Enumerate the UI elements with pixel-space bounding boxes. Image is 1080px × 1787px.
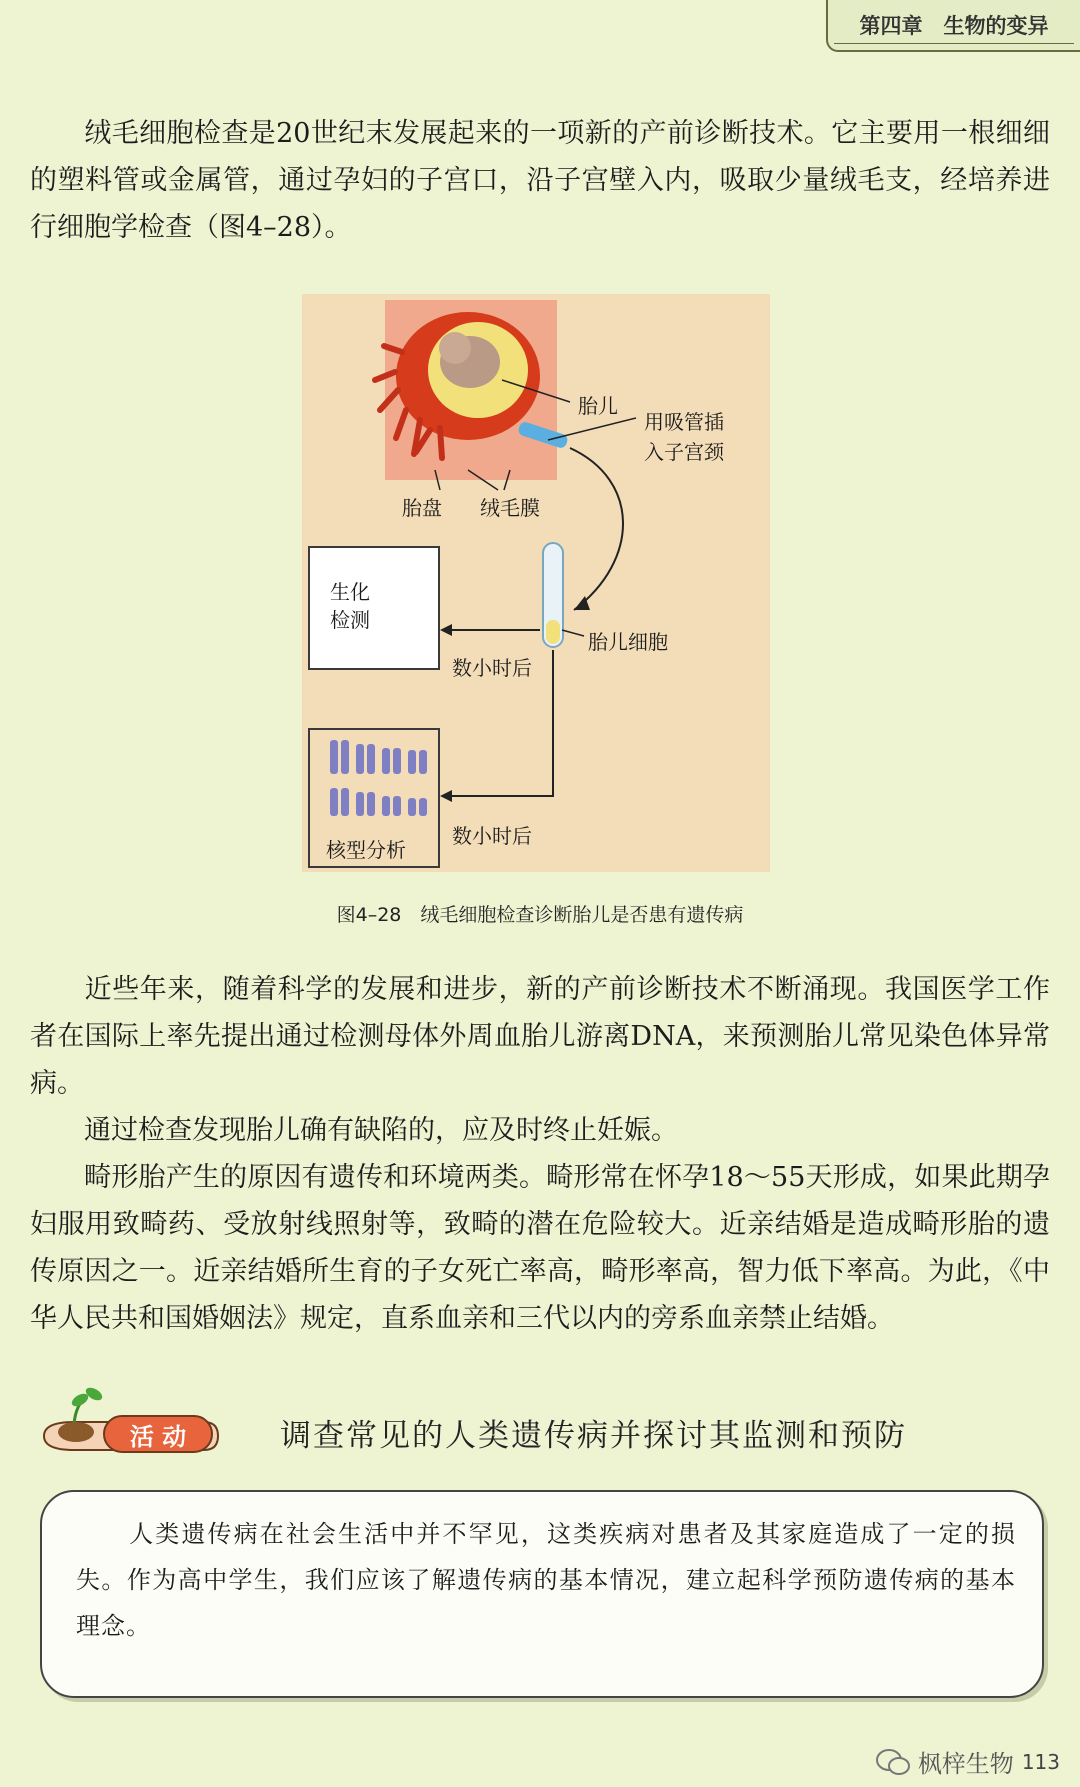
chapter-title: 第四章 生物的变异 [859,14,1049,38]
label-tube-2: 入子宫颈 [644,440,724,464]
label-biochem-2: 检测 [330,608,370,632]
label-placenta: 胎盘 [402,496,442,520]
label-tube-1: 用吸管插 [644,410,724,434]
figure-caption: 图4–28 绒毛细胞检查诊断胎儿是否患有遗传病 [336,904,744,926]
page-number: 113 [1021,1749,1060,1774]
activity-text: 人类遗传病在社会生活中并不罕见，这类疾病对患者及其家庭造成了一定的损失。作为高中学生，我们应该了解遗传病的基本情况，建立起科学预防遗传病的基本理念。 [76,1520,1016,1640]
fetal-cells-leader [562,630,584,636]
arrow-biochem-head [440,624,452,636]
label-hours-1: 数小时后 [452,656,532,680]
paragraph-1-text: 绒毛细胞检查是20世纪末发展起来的一项新的产前诊断技术。它主要用一根细细的塑料管或金属管，通过孕妇的子宫口，沿子宫壁入内，吸取少量绒毛支，经培养进行细胞学检查（图4–28）。 [30,118,1050,243]
label-chorion: 绒毛膜 [480,496,540,520]
tube-leader [548,418,636,440]
paragraph-3 [30,1107,1050,1154]
label-fetus: 胎儿 [578,394,618,418]
paragraph-2-text: 近些年来，随着科学的发展和进步，新的产前诊断技术不断涌现。我国医学工作者在国际上率先提出通过检测母体外周血胎儿游离DNA，来预测胎儿常见染色体异常病。 [30,974,1050,1099]
sampling-arrow [570,448,623,610]
paragraph-2 [30,966,1050,1107]
label-karyotype: 核型分析 [326,838,406,862]
biochem-box [308,546,440,670]
paragraph-4 [30,1154,1050,1342]
center-tube-sample [546,620,560,644]
paragraph-4-text: 畸形胎产生的原因有遗传和环境两类。畸形常在怀孕18～55天形成，如果此期孕妇服用致畸药、受放射线照射等，致畸的潜在危险较大。近亲结婚是造成畸形胎的遗传原因之一。近亲结婚所生育的子女死亡率高，畸形率高，智力低下率高。为此，《中华人民共和国婚姻法》规定，直系血亲和三代以内的旁系血亲禁止结婚。 [30,1162,1050,1334]
label-fetal-cells: 胎儿细胞 [588,630,668,654]
wechat-icon [876,1748,910,1776]
activity-badge: 活 动 [129,1423,187,1451]
fetus-head [439,332,471,364]
paragraph-3-text: 通过检查发现胎儿确有缺陷的，应及时终止妊娠。 [84,1115,678,1146]
watermark [876,1744,1060,1779]
arrow-karyotype-head [440,790,452,802]
label-hours-2: 数小时后 [452,824,532,848]
watermark-text: 枫梓生物 [917,1750,1014,1778]
label-biochem-1: 生化 [330,580,370,604]
activity-paragraph [76,1511,1016,1649]
activity-title: 调查常见的人类遗传病并探讨其监测和预防 [280,1418,907,1454]
